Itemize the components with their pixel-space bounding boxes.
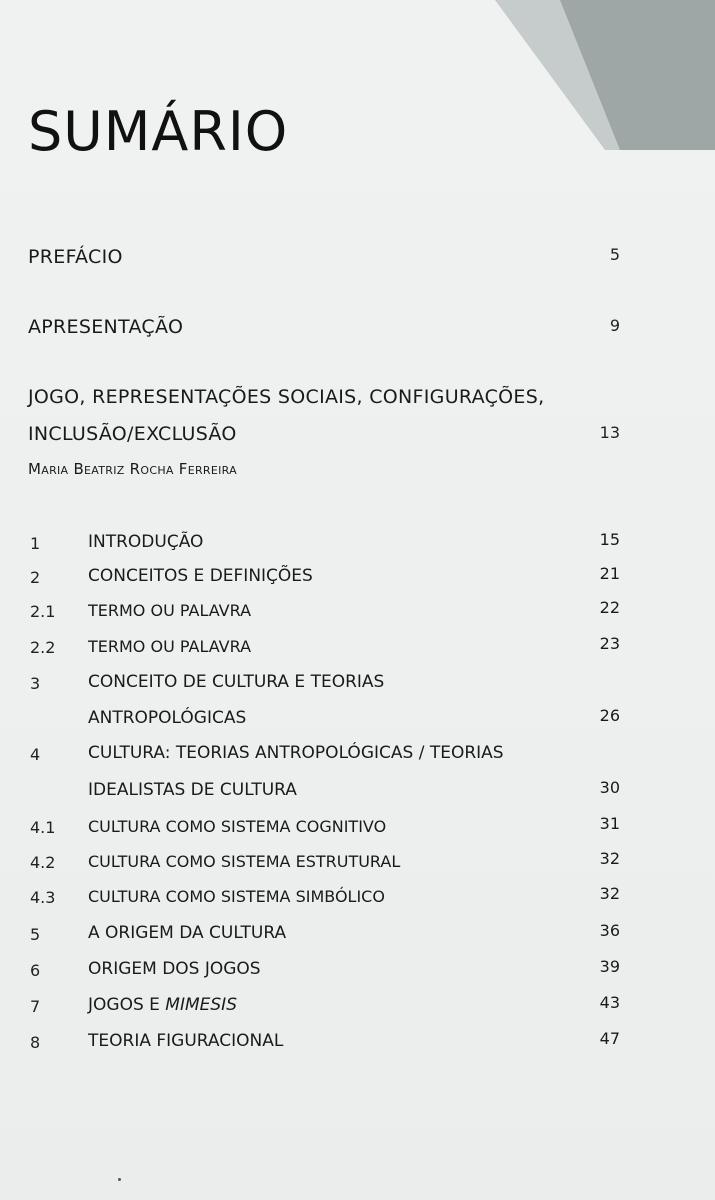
toc-entry-label: APRESENTAÇÃO [28, 316, 184, 338]
section-label: INTRODUÇÃO [88, 532, 204, 552]
toc-row[interactable] [0, 814, 715, 844]
toc-page-number: 9 [609, 316, 620, 335]
toc-entry-apresentacao[interactable] [28, 316, 619, 338]
toc-row[interactable] [0, 849, 715, 879]
section-number: 2 [30, 568, 41, 587]
print-speck [118, 1178, 121, 1181]
section-label: CONCEITOS E DEFINIÇÕES [88, 566, 313, 586]
page-title: SUMÁRIO [28, 100, 289, 163]
section-page: 21 [599, 564, 620, 583]
section-label: CULTURA: TEORIAS ANTROPOLÓGICAS / TEORIAS [88, 743, 504, 763]
section-label: ORIGEM DOS JOGOS [88, 959, 261, 979]
chapter-author: Maria Beatriz Rocha Ferreira [28, 460, 237, 478]
section-label: A ORIGEM DA CULTURA [88, 923, 287, 943]
section-label-continuation: ANTROPOLÓGICAS [88, 708, 247, 728]
section-page: 47 [599, 1029, 620, 1048]
section-number: 4.3 [30, 888, 56, 907]
section-page: 39 [599, 957, 620, 976]
section-page: 15 [599, 530, 620, 549]
section-page: 22 [599, 598, 620, 617]
toc-row[interactable] [0, 1029, 715, 1059]
toc-entry-prefacio[interactable] [28, 246, 619, 268]
section-label-prefix: JOGOS E [88, 995, 160, 1015]
section-label-italic: MIMESIS [165, 995, 237, 1015]
toc-row[interactable] [0, 598, 715, 628]
section-page: 26 [599, 706, 620, 725]
section-page: 31 [599, 814, 620, 833]
section-page: 32 [599, 884, 620, 903]
section-label: CULTURA COMO SISTEMA ESTRUTURAL [88, 852, 401, 871]
section-number: 4.2 [30, 853, 56, 872]
section-label: CULTURA COMO SISTEMA COGNITIVO [88, 817, 387, 836]
section-number: 5 [30, 925, 41, 944]
section-number: 1 [30, 534, 41, 553]
toc-row[interactable] [0, 884, 715, 914]
section-label: CULTURA COMO SISTEMA SIMBÓLICO [88, 887, 385, 906]
section-label [88, 995, 237, 1015]
section-label: TEORIA FIGURACIONAL [88, 1031, 284, 1051]
toc-row[interactable] [0, 741, 715, 771]
section-number: 4 [30, 745, 41, 764]
section-page: 32 [599, 849, 620, 868]
section-page: 43 [599, 993, 620, 1012]
toc-row-continuation[interactable] [0, 778, 715, 808]
section-page: 36 [599, 921, 620, 940]
toc-row[interactable] [0, 670, 715, 700]
toc-row[interactable] [0, 530, 715, 560]
section-page: 30 [599, 778, 620, 797]
toc-row-continuation[interactable] [0, 706, 715, 736]
section-page: 23 [599, 634, 620, 653]
section-number: 2.1 [30, 602, 56, 621]
toc-page-number: 5 [609, 245, 620, 264]
toc-row[interactable] [0, 921, 715, 951]
toc-row[interactable] [0, 993, 715, 1023]
chapter-title-line2[interactable]: INCLUSÃO/EXCLUSÃO [28, 423, 237, 445]
section-label: CONCEITO DE CULTURA E TEORIAS [88, 672, 385, 692]
toc-row[interactable] [0, 957, 715, 987]
section-number: 7 [30, 997, 41, 1016]
toc-entry-label: PREFÁCIO [28, 246, 123, 268]
chapter-title-line1[interactable]: JOGO, REPRESENTAÇÕES SOCIAIS, CONFIGURAÇÕES, [28, 386, 545, 408]
section-label: TERMO OU PALAVRA [88, 637, 252, 656]
section-label: TERMO OU PALAVRA [88, 601, 252, 620]
toc-row[interactable] [0, 564, 715, 594]
toc-row[interactable] [0, 634, 715, 664]
section-number: 3 [30, 674, 41, 693]
section-number: 2.2 [30, 638, 56, 657]
chapter-page-number: 13 [599, 423, 620, 442]
section-label-continuation: IDEALISTAS DE CULTURA [88, 780, 297, 800]
section-number: 8 [30, 1033, 41, 1052]
section-number: 4.1 [30, 818, 56, 837]
section-number: 6 [30, 961, 41, 980]
